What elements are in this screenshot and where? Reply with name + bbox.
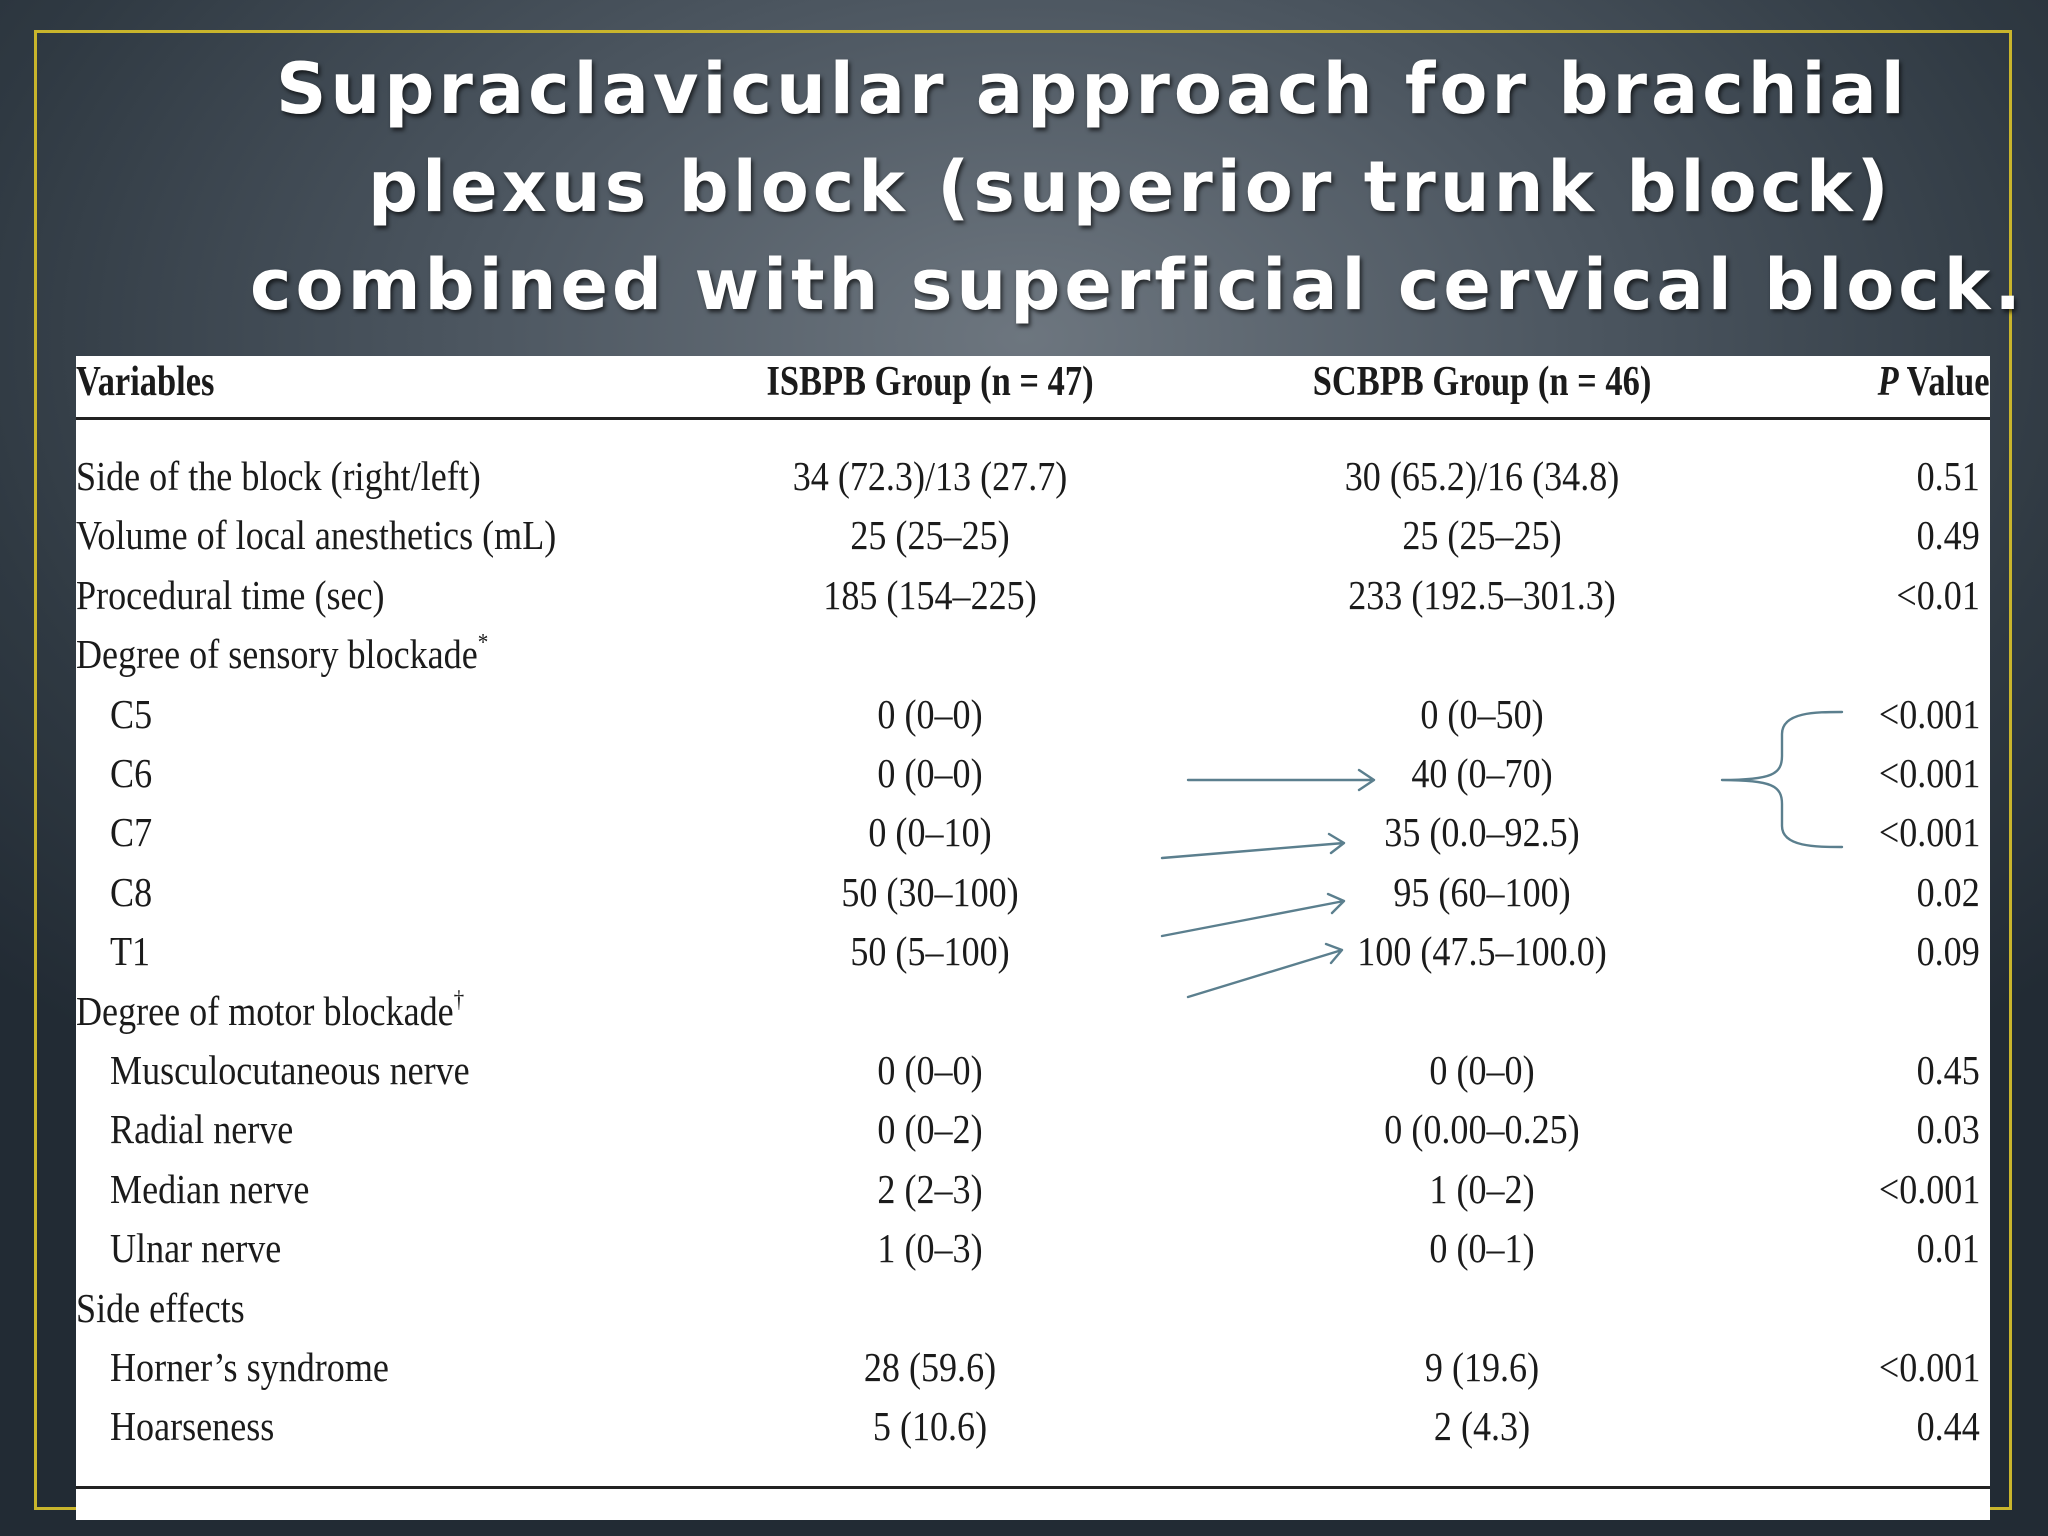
row-label bbox=[76, 452, 481, 500]
isbpb-value: 34 (72.3)/13 (27.7) bbox=[792, 453, 1068, 499]
row-label bbox=[110, 927, 150, 975]
scbpb-value: 0 (0–50) bbox=[1420, 690, 1544, 737]
scbpb-value: 40 (0–70) bbox=[1411, 750, 1553, 796]
scbpb-value: 2 (4.3) bbox=[1433, 1403, 1531, 1450]
row-label bbox=[110, 1105, 293, 1153]
table-row bbox=[76, 808, 1990, 867]
table-row bbox=[76, 1402, 1990, 1461]
header-p-letter: P bbox=[1878, 359, 1900, 405]
row-label bbox=[110, 1224, 281, 1272]
table-bottom-rule bbox=[76, 1486, 1990, 1489]
slide-title-line-2: plexus block (superior trunk block) bbox=[368, 146, 1893, 228]
row-label-text: Musculocutaneous nerve bbox=[110, 1047, 470, 1093]
table-row bbox=[76, 571, 1990, 630]
row-label-text: C8 bbox=[110, 868, 153, 915]
isbpb-value: 1 (0–3) bbox=[877, 1225, 983, 1272]
p-value: 0.44 bbox=[1916, 1403, 1980, 1450]
isbpb-value: 25 (25–25) bbox=[850, 512, 1010, 559]
scbpb-value: 95 (60–100) bbox=[1393, 868, 1571, 915]
row-label bbox=[110, 690, 152, 738]
table-row bbox=[76, 987, 1990, 1046]
p-value: <0.001 bbox=[1878, 750, 1980, 796]
slide-title bbox=[60, 40, 2025, 334]
row-label bbox=[76, 987, 464, 1035]
row-label-text: Procedural time (sec) bbox=[76, 571, 385, 618]
scbpb-value: 0 (0.00–0.25) bbox=[1384, 1106, 1580, 1153]
row-label bbox=[110, 808, 152, 856]
isbpb-value: 2 (2–3) bbox=[877, 1165, 983, 1212]
row-label-text: Degree of motor blockade bbox=[76, 987, 454, 1034]
row-label-text: Hoarseness bbox=[110, 1403, 275, 1450]
scbpb-value: 25 (25–25) bbox=[1402, 512, 1562, 559]
row-label bbox=[110, 1343, 389, 1391]
results-table bbox=[76, 356, 1990, 1520]
p-value: 0.01 bbox=[1916, 1225, 1980, 1272]
p-value: <0.001 bbox=[1878, 690, 1980, 737]
table-row bbox=[76, 749, 1990, 808]
scbpb-value: 0 (0–1) bbox=[1429, 1225, 1535, 1272]
table-row bbox=[76, 1224, 1990, 1283]
table-row bbox=[76, 868, 1990, 927]
row-label bbox=[76, 511, 556, 559]
header-variables: Variables bbox=[76, 359, 215, 405]
row-label bbox=[110, 749, 152, 797]
header-p-value bbox=[1878, 358, 1990, 406]
header-scbpb-group: SCBPB Group (n = 46) bbox=[1312, 359, 1652, 405]
row-label bbox=[110, 1165, 309, 1213]
table-row bbox=[76, 452, 1990, 511]
p-value: 0.02 bbox=[1916, 868, 1980, 915]
table-row bbox=[76, 1284, 1990, 1343]
row-label bbox=[76, 1284, 245, 1332]
slide-title-line-1: Supraclavicular approach for brachial bbox=[276, 48, 1909, 130]
table-row bbox=[76, 1105, 1990, 1164]
row-label bbox=[110, 1046, 470, 1094]
header-isbpb-group: ISBPB Group (n = 47) bbox=[766, 359, 1094, 405]
isbpb-value: 0 (0–2) bbox=[877, 1106, 983, 1153]
row-label-text: Median nerve bbox=[110, 1165, 310, 1212]
isbpb-value: 50 (30–100) bbox=[841, 868, 1019, 915]
row-label-text: Degree of sensory blockade bbox=[76, 631, 478, 678]
scbpb-value: 35 (0.0–92.5) bbox=[1384, 809, 1580, 856]
scbpb-value: 1 (0–2) bbox=[1429, 1165, 1535, 1212]
row-label-text: C6 bbox=[110, 750, 153, 796]
table-row bbox=[76, 630, 1990, 689]
isbpb-value: 28 (59.6) bbox=[863, 1344, 997, 1390]
slide-title-line-3: combined with superficial cervical block. bbox=[250, 244, 2025, 326]
row-label bbox=[110, 1402, 274, 1450]
isbpb-value: 50 (5–100) bbox=[850, 928, 1010, 975]
table-row bbox=[76, 690, 1990, 749]
row-label-text: C7 bbox=[110, 809, 153, 856]
scbpb-value: 233 (192.5–301.3) bbox=[1348, 571, 1616, 618]
p-value: 0.51 bbox=[1916, 453, 1980, 499]
table-row bbox=[76, 1343, 1990, 1402]
isbpb-value: 0 (0–0) bbox=[877, 1047, 983, 1093]
header-value-word: Value bbox=[1899, 359, 1990, 405]
row-label bbox=[76, 630, 488, 678]
row-label-text: Volume of local anesthetics (mL) bbox=[76, 512, 557, 559]
scbpb-value: 100 (47.5–100.0) bbox=[1357, 928, 1607, 975]
p-value: 0.09 bbox=[1916, 928, 1980, 975]
table-header bbox=[76, 356, 1990, 420]
isbpb-value: 0 (0–0) bbox=[877, 750, 983, 796]
scbpb-value: 30 (65.2)/16 (34.8) bbox=[1344, 453, 1620, 499]
table-row bbox=[76, 927, 1990, 986]
footnote-marker: † bbox=[453, 986, 465, 1013]
row-label bbox=[110, 868, 152, 916]
p-value: <0.001 bbox=[1878, 809, 1980, 856]
table-row bbox=[76, 1046, 1990, 1105]
p-value: 0.45 bbox=[1916, 1047, 1980, 1093]
row-label-text: Side effects bbox=[76, 1284, 245, 1331]
isbpb-value: 0 (0–10) bbox=[868, 809, 992, 856]
p-value: 0.03 bbox=[1916, 1106, 1980, 1153]
isbpb-value: 5 (10.6) bbox=[872, 1403, 988, 1450]
table-row bbox=[76, 1165, 1990, 1224]
p-value: <0.01 bbox=[1896, 571, 1980, 618]
p-value: <0.001 bbox=[1878, 1344, 1980, 1390]
footnote-marker: * bbox=[477, 630, 489, 657]
scbpb-value: 0 (0–0) bbox=[1429, 1047, 1535, 1093]
row-label bbox=[76, 571, 385, 619]
row-label-text: Radial nerve bbox=[110, 1106, 294, 1153]
row-label-text: Horner’s syndrome bbox=[110, 1344, 389, 1390]
row-label-text: Side of the block (right/left) bbox=[76, 453, 481, 499]
row-label-text: Ulnar nerve bbox=[110, 1225, 282, 1272]
p-value: <0.001 bbox=[1878, 1165, 1980, 1212]
row-label-text: T1 bbox=[110, 928, 151, 975]
p-value: 0.49 bbox=[1916, 512, 1980, 559]
isbpb-value: 185 (154–225) bbox=[823, 571, 1037, 618]
row-label-text: C5 bbox=[110, 690, 153, 737]
table-row bbox=[76, 511, 1990, 570]
scbpb-value: 9 (19.6) bbox=[1424, 1344, 1540, 1390]
isbpb-value: 0 (0–0) bbox=[877, 690, 983, 737]
